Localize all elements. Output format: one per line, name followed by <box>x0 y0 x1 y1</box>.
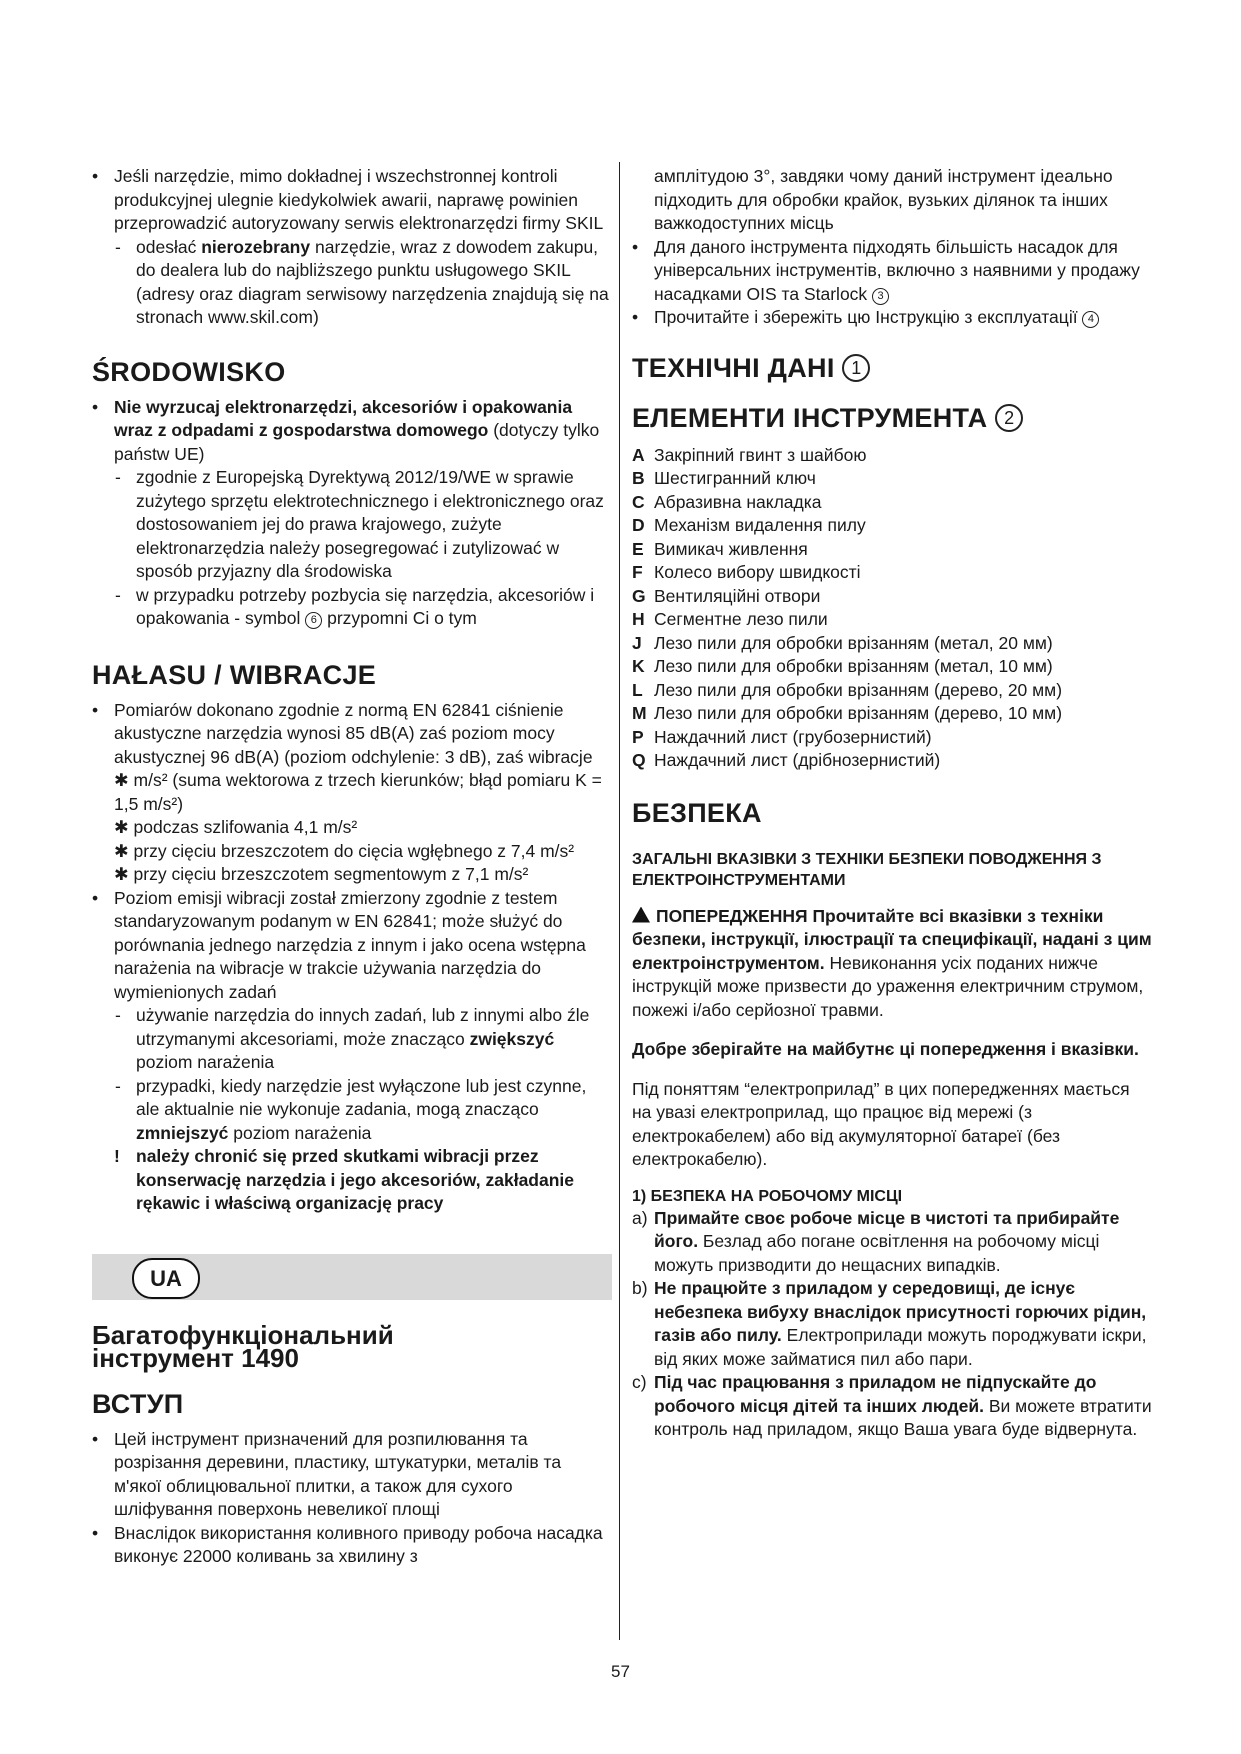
symbol-3-icon: 3 <box>872 288 889 305</box>
symbol-6-icon: 6 <box>305 612 322 629</box>
product-title <box>92 1319 612 1373</box>
vibration-plunge-cut: ✱ przy cięciu brzeszczotem do cięcia wgłębnego z 7,4 m/s² <box>114 840 575 861</box>
vibration-grinding: ✱ podczas szlifowania 4,1 m/s² <box>114 817 358 837</box>
environment-bullet: • Nie wyrzucaj elektronarzędzi, akcesoriów i opakowania wraz z odpadami z gospodarstwa domowego (dotyczy tylko państw UE) <box>92 396 612 467</box>
definition-paragraph: Під поняттям “електроприлад” в цих попередженнях мається на увазі електроприлад, що працює від мережі (з електрокабелем) або від акумуляторної батареї (без електрокабелю). <box>632 1078 1130 1169</box>
list-item: M Лезо пили для обробки врізанням (дерево, 10 мм) <box>632 703 1063 723</box>
list-item: C Абразивна накладка <box>632 491 822 512</box>
vibration-segment-cut: ✱ przy cięciu brzeszczotem segmentowym z 7,1 m/s² <box>114 864 529 884</box>
left-column <box>92 165 612 1569</box>
symbol-4-icon: 4 <box>1082 311 1099 328</box>
language-band <box>92 1254 612 1300</box>
intro-bullet-2: • Внаслідок використання коливного приводу робоча насадка виконує 22000 коливань за хвилину з <box>92 1522 612 1569</box>
list-item: A Закріпний гвинт з шайбою <box>632 444 867 465</box>
safety-item-c: c) Під час працювання з приладом не підпускайте до робочого місця дітей та інших людей. Ви можете втратити контроль над приладом, якщо Ваша увага буде відвернута. <box>632 1372 1152 1439</box>
list-item: H Сегментне лезо пили <box>632 609 828 629</box>
elements-list <box>632 444 1152 773</box>
list-item: B Шестигранний ключ <box>632 468 816 488</box>
noise-dash-2: - przypadki, kiedy narzędzie jest wyłączone lub jest czynne, ale aktualnie nie wykonuje zadania, mogą znacząco zmniejszyć poziom narażenia <box>92 1075 612 1146</box>
language-badge: UA <box>132 1258 200 1299</box>
list-item: J Лезо пили для обробки врізанням (метал, 20 мм) <box>632 632 1053 653</box>
list-item: D Механізм видалення пилу <box>632 515 866 535</box>
vibration-protection-note: ! należy chronić się przed skutkami wibracji przez konserwację narzędzia i jego akcesoriów, zakładanie rękawic i właściwą organizację pracy <box>92 1145 612 1216</box>
workplace-safety-heading: 1) БЕЗПЕКА НА РОБОЧОМУ МІСЦІ <box>632 1187 903 1205</box>
product-title-line-1: Багатофункціональний <box>92 1319 394 1350</box>
safety-item-b: b) Не працюйте з приладом у середовищі, де існує небезпека вибуху внаслідок присутності горючих рідин, газів або пилу. Електроприлади можуть породжувати іскри, від яких може займатися пил або пари. <box>632 1278 1147 1369</box>
symbol-2-icon: 2 <box>995 404 1023 432</box>
environment-dash-1: - zgodnie z Europejską Dyrektywą 2012/19/WE w sprawie zużytego sprzętu elektrotechnicznego i elektronicznego oraz dostosowaniem jej do prawa krajowego, zużyte elektronarzędzia należy posegregować i zutylizować w sposób przyjazny dla środowiska <box>92 466 612 584</box>
section-title-vstup: ВСТУП <box>92 1388 184 1419</box>
noise-bullet-1: • Pomiarów dokonano zgodnie z normą EN 62841 ciśnienie akustyczne narzędzia wynosi 85 dB(A) zaś poziom mocy akustycznej 96 dB(A) (poziom odchylenie: 3 dB), zaś wibracje ✱ m/s² (suma wektorowa z trzech kierunków; błąd pomiaru K = 1,5 m/s²) <box>92 699 612 817</box>
section-title-halasu: HAŁASU / WIBRACJE <box>92 659 377 690</box>
accessories-bullet: • Для даного інструмента підходять більшість насадок для універсальних інструментів, включно з наявними у продажу насадками OIS та Starlock 3 <box>632 236 1152 307</box>
column-divider <box>619 162 620 1640</box>
noise-bullet-2: • Poziom emisji wibracji został zmierzony zgodnie z testem standaryzowanym podanym w EN 62841; może służyć do porównania jednego narzędzia z innym i jako ocena wstępna narażenia na wibracje w trakcie używania narzędzia do wymienionych zadań <box>92 887 612 1005</box>
list-item: K Лезо пили для обробки врізанням (метал, 10 мм) <box>632 656 1053 676</box>
section-title-bezpeka: БЕЗПЕКА <box>632 797 762 828</box>
list-item: P Наждачний лист (грубозернистий) <box>632 726 932 747</box>
warranty-bullet: • Jeśli narzędzie, mimo dokładnej i wszechstronnej kontroli produkcyjnej ulegnie kiedykolwiek awarii, naprawę powinien przeprowadzić autoryzowany serwis elektronarzędzi firmy SKIL <box>92 165 612 236</box>
safety-item-a: a) Примайте своє робоче місце в чистоті та прибирайте його. Безлад або погане освітлення на робочому місці можуть призводити до нещасних випадків. <box>632 1207 1120 1275</box>
warning-paragraph: ПОПЕРЕДЖЕННЯ Прочитайте всі вказівки з техніки безпеки, інструкції, ілюстрації та специфікації, надані з цим електроінструментом. Невиконання усіх поданих нижче інструкцій може призвести до ураження електричним струмом, пожежі і/або серйозної травми. <box>632 905 1152 1020</box>
product-title-line-2: інструмент 1490 <box>92 1342 299 1373</box>
section-title-tech-data: ТЕХНІЧНІ ДАНІ 1 <box>632 352 1152 384</box>
list-item: E Вимикач живлення <box>632 538 808 559</box>
intro-bullet-1: • Цей інструмент призначений для розпилювання та розрізання деревини, пластику, штукатурки, металів та м'якої облицювальної плитки, а також для сухого шліфування поверхонь невеликої площі <box>92 1428 612 1522</box>
section-title-elements: ЕЛЕМЕНТИ ІНСТРУМЕНТА 2 <box>632 402 1152 434</box>
list-item: G Вентиляційні отвори <box>632 585 821 606</box>
list-item: F Колесо вибору швидкості <box>632 562 861 582</box>
page-number: 57 <box>611 1662 630 1681</box>
environment-dash-2: - w przypadku potrzeby pozbycia się narzędzia, akcesoriów i opakowania - symbol 6 przypomni Ci o tym <box>92 584 612 631</box>
noise-dash-1: - używanie narzędzia do innych zadań, lub z innymi albo źle utrzymanymi akcesoriami, może znacząco zwiększyć poziom narażenia <box>92 1004 612 1075</box>
warranty-dash: - odesłać nierozebrany narzędzie, wraz z dowodem zakupu, do dealera lub do najbliższego punktu usługowego SKIL (adresy oraz diagram serwisowy narzędzenia znajdują się na stronach www.skil.com) <box>92 236 612 330</box>
list-item: L Лезо пили для обробки врізанням (дерево, 20 мм) <box>632 679 1063 700</box>
general-safety-heading: ЗАГАЛЬНІ ВКАЗІВКИ З ТЕХНІКИ БЕЗПЕКИ ПОВОДЖЕННЯ З ЕЛЕКТРОІНСТРУМЕНТАМИ <box>632 850 1102 889</box>
section-title-srodowisko: ŚRODOWISKO <box>92 356 286 387</box>
right-column <box>632 165 1152 1442</box>
warning-icon <box>632 907 650 923</box>
intro-bullet-2-continued: амплітудою 3°, завдяки чому даний інструмент ідеально підходить для обробки крайок, вузьких ділянок та інших важкодоступних місць <box>654 166 1113 233</box>
list-item: Q Наждачний лист (дрібнозернистий) <box>632 750 941 770</box>
keep-instructions: Добре зберігайте на майбутнє ці попередження і вказівки. <box>632 1039 1139 1059</box>
manual-bullet: • Прочитайте і збережіть цю Інструкцію з експлуатації 4 <box>632 306 1152 330</box>
symbol-1-icon: 1 <box>842 354 870 382</box>
